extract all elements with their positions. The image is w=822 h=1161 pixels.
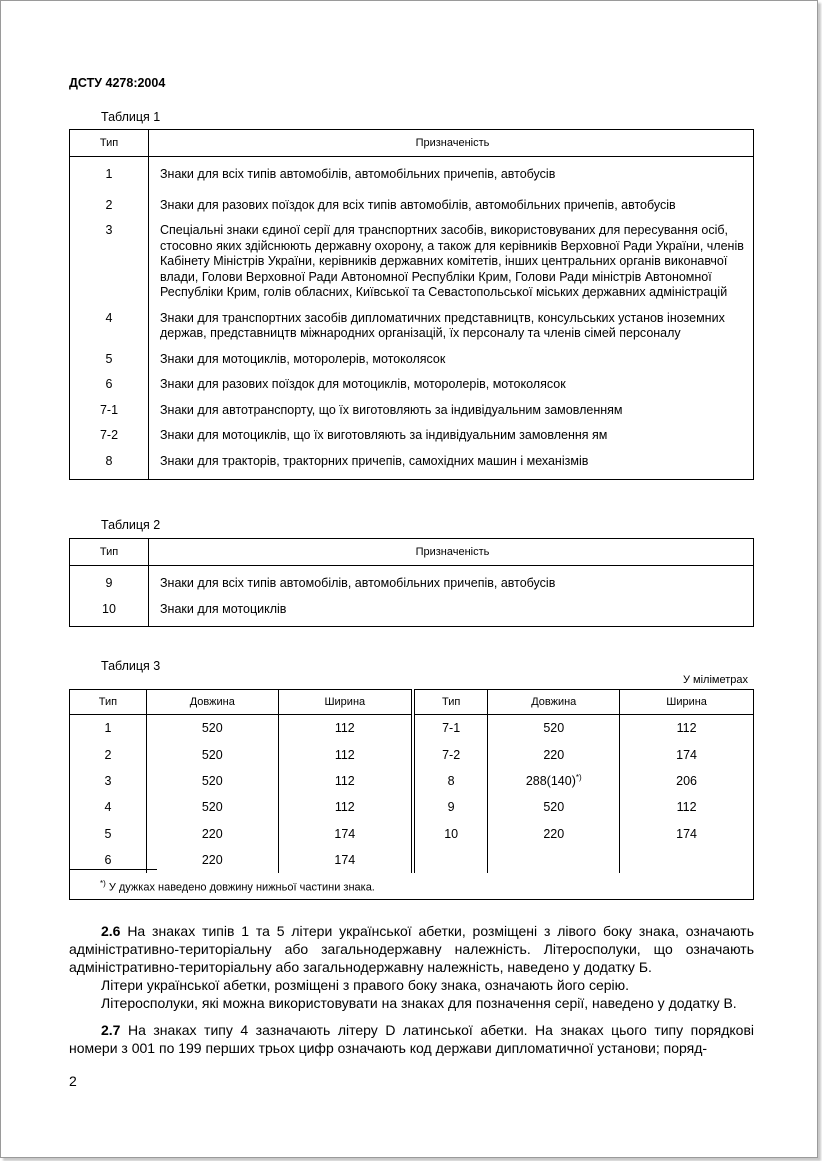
table3-footnote bbox=[70, 873, 754, 900]
table2-type-cell: 9 bbox=[70, 566, 149, 593]
section-number: 2.7 bbox=[101, 1022, 121, 1038]
footnote-marker: *) bbox=[575, 773, 582, 783]
section-2-6 bbox=[69, 922, 754, 1012]
table2-col-purpose: Призначеність bbox=[149, 539, 754, 566]
table3-cell: 112 bbox=[278, 768, 413, 794]
table3-cell: 112 bbox=[278, 741, 413, 767]
table-row bbox=[70, 157, 754, 189]
table1-purpose-cell: Спеціальні знаки єдиної серії для транспортних засобів, використовуваних для пересування осіб, стосовно яких здійснюють державну охорону, а також для керівників Верховної Ради України, членів Кабінету Міністрів України, керівників державних комітетів, інших центральних органів виконавчої влади, Голови Верховної Ради Автономної Республіки Крим, Голови Ради міністрів Автономної Республіки Крим, голів обласних, Київської та Севастопольської міських державних адміністрацій bbox=[160, 223, 744, 299]
table-row bbox=[70, 768, 754, 794]
table-row bbox=[70, 368, 754, 394]
footnote-marker: *) bbox=[100, 879, 106, 889]
table3-cell: 7-1 bbox=[413, 715, 488, 742]
table2-purpose-cell: Знаки для мотоциклів bbox=[160, 601, 287, 616]
table3-cell bbox=[413, 847, 488, 873]
table3-cell: 520 bbox=[146, 768, 278, 794]
section-number: 2.6 bbox=[101, 923, 121, 939]
table3-cell: 112 bbox=[676, 721, 697, 736]
table1-type-cell: 7-1 bbox=[70, 394, 149, 420]
table3-cell: 520 bbox=[488, 794, 620, 820]
section-text: На знаках типу 4 зазначають літеру D латинської абетки. На знаках цього типу порядкові номери з 001 по 199 перших трьох цифр означають код держави дипломатичної установи; поряд- bbox=[69, 1022, 755, 1056]
table3-cell: 174 bbox=[278, 821, 413, 847]
table3-header: Довжина bbox=[146, 690, 278, 715]
table3-caption: Таблиця 3 bbox=[101, 659, 161, 673]
table3-cell: 7-2 bbox=[413, 741, 488, 767]
table1-col-type: Тип bbox=[70, 130, 149, 157]
table1-type-cell: 6 bbox=[70, 368, 149, 394]
table3-cell: 112 bbox=[278, 715, 413, 742]
table1-caption: Таблиця 1 bbox=[101, 110, 161, 124]
table3-cell: 2 bbox=[70, 741, 147, 767]
section-text-line: Літери української абетки, розміщені з правого боку знака, означають його серію. bbox=[101, 977, 630, 993]
table1-purpose-cell: Знаки для разових поїздок для всіх типів автомобілів, автомобільних причепів, автобусів bbox=[160, 197, 676, 212]
table3-cell: 520 bbox=[146, 715, 278, 742]
table3-cell: 5 bbox=[70, 821, 147, 847]
table1-purpose-cell: Знаки для автотранспорту, що їх виготовляють за індивідуальним замовленням bbox=[160, 402, 623, 417]
table3-cell: 220 bbox=[488, 741, 620, 767]
section-text-line: Літеросполуки, які можна використовувати на знаках для позначення серії, наведено у додатку В. bbox=[101, 995, 737, 1011]
table1-purpose-cell: Знаки для тракторів, тракторних причепів, самохідних машин і механізмів bbox=[160, 453, 589, 468]
table1-type-cell: 8 bbox=[70, 445, 149, 480]
table3-header: Тип bbox=[413, 690, 488, 715]
table2-type-cell: 10 bbox=[70, 593, 149, 627]
table-row bbox=[70, 741, 754, 767]
table-row bbox=[70, 715, 754, 742]
table1-type-cell: 2 bbox=[70, 189, 149, 215]
table-row bbox=[70, 302, 754, 343]
footnote-separator bbox=[69, 869, 157, 870]
table3-cell: 8 bbox=[413, 768, 488, 794]
table2-purpose-cell: Знаки для всіх типів автомобілів, автомобільних причепів, автобусів bbox=[160, 576, 556, 590]
table3-cell bbox=[488, 768, 620, 794]
table1-purpose-cell: Знаки для всіх типів автомобілів, автомобільних причепів, автобусів bbox=[160, 167, 556, 181]
table3-header: Тип bbox=[70, 690, 147, 715]
document-header: ДСТУ 4278:2004 bbox=[69, 76, 166, 90]
table-row bbox=[70, 821, 754, 847]
table3-cell bbox=[488, 847, 620, 873]
table2 bbox=[69, 538, 754, 627]
table1-purpose-cell: Знаки для мотоциклів, що їх виготовляють за індивідуальним замовлення ям bbox=[160, 428, 608, 442]
table-row bbox=[70, 794, 754, 820]
table3-cell: 220 bbox=[146, 821, 278, 847]
table-row bbox=[70, 419, 754, 445]
table3-cell: 10 bbox=[413, 821, 488, 847]
table3-cell: 3 bbox=[70, 768, 147, 794]
table1-purpose-cell: Знаки для транспортних засобів дипломатичних представництв, консульських установ іноземних держав, представництв міжнародних організацій, їх персоналу та членів сімей персоналу bbox=[160, 310, 725, 340]
table3-footnote-row bbox=[70, 873, 754, 900]
table3-cell: 520 bbox=[146, 741, 278, 767]
page-number: 2 bbox=[69, 1073, 77, 1089]
table3-cell: 206 bbox=[676, 773, 697, 788]
table1-purpose-cell: Знаки для мотоциклів, моторолерів, мотоколясок bbox=[160, 351, 446, 366]
table1-type-cell: 4 bbox=[70, 302, 149, 343]
table-row bbox=[70, 214, 754, 302]
table3-cell: 6 bbox=[70, 847, 147, 873]
table3-cell: 9 bbox=[413, 794, 488, 820]
table3-cell: 174 bbox=[676, 747, 697, 762]
table-row bbox=[70, 189, 754, 215]
table3 bbox=[69, 689, 754, 900]
table3-cell: 220 bbox=[146, 847, 278, 873]
table3-cell bbox=[620, 847, 754, 873]
table3-units: У міліметрах bbox=[682, 674, 748, 686]
table1-col-purpose: Призначеність bbox=[149, 130, 754, 157]
table1-type-cell: 7-2 bbox=[70, 419, 149, 445]
table3-cell: 220 bbox=[488, 821, 620, 847]
table1 bbox=[69, 129, 754, 480]
table-row bbox=[70, 566, 754, 593]
section-text: На знаках типів 1 та 5 літери української абетки, розміщені з лівого боку знака, означають адміністративно-територіальну або загальнодержавну належність. Літеросполуки, що означають адміністративно-територіальну або загальнодержавну належність, наведено у додатку Б. bbox=[69, 923, 754, 975]
table3-cell: 174 bbox=[676, 826, 697, 841]
table-row bbox=[70, 445, 754, 480]
table3-cell: 1 bbox=[70, 715, 147, 742]
table-row bbox=[70, 343, 754, 369]
table3-header: Довжина bbox=[488, 690, 620, 715]
table3-header: Ширина bbox=[620, 690, 754, 715]
table3-cell: 112 bbox=[676, 800, 697, 815]
table2-col-type: Тип bbox=[70, 539, 149, 566]
table-row bbox=[70, 593, 754, 627]
section-2-7 bbox=[69, 1021, 754, 1057]
table1-purpose-cell: Знаки для разових поїздок для мотоциклів, моторолерів, мотоколясок bbox=[160, 377, 566, 391]
table2-caption: Таблиця 2 bbox=[101, 518, 161, 532]
table1-type-cell: 3 bbox=[70, 214, 149, 302]
footnote-text: У дужках наведено довжину нижньої частини знака. bbox=[108, 881, 375, 894]
table3-cell: 112 bbox=[278, 794, 413, 820]
table-row bbox=[70, 847, 754, 873]
table1-type-cell: 5 bbox=[70, 343, 149, 369]
table-row bbox=[70, 394, 754, 420]
table3-cell: 174 bbox=[278, 847, 413, 873]
table3-cell: 520 bbox=[488, 715, 620, 742]
table3-cell-value: 288(140) bbox=[525, 774, 576, 789]
table3-header: Ширина bbox=[278, 690, 413, 715]
table1-type-cell: 1 bbox=[70, 157, 149, 189]
table3-cell: 4 bbox=[70, 794, 147, 820]
table3-cell: 520 bbox=[146, 794, 278, 820]
